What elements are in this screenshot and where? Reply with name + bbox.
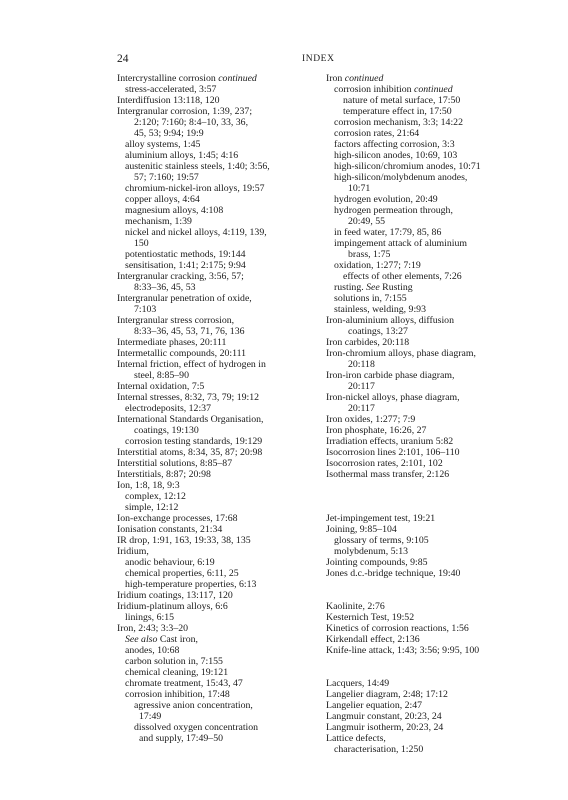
index-entry: Intermetallic compounds, 20:111 [117,348,247,359]
index-entry: Intercrystalline corrosion continued [117,73,257,84]
index-entry: Lacquers, 14:49 [326,678,390,689]
page-number: 24 [117,53,129,65]
index-subentry: alloy systems, 1:45 [125,139,201,150]
index-entry: Iron continued [326,73,384,84]
index-entry: Intergranular corrosion, 1:39, 237; [117,106,253,117]
index-entry: Iridium, [117,546,149,557]
index-subentry: 57; 7:160; 19:57 [134,172,199,183]
index-column-right [326,73,532,755]
index-subentry: electrodeposits, 12:37 [125,403,211,414]
index-subentry: 8:33–36, 45, 53 [134,282,196,293]
index-entry: Iron-iron carbide phase diagram, [326,370,455,381]
index-entry: IR drop, 1:91, 163, 19:33, 38, 135 [117,535,251,546]
section-gap [326,579,532,590]
index-entry: Iron-nickel alloys, phase diagram, [326,392,460,403]
index-subentry: complex, 12:12 [125,491,186,502]
index-column-left [117,73,315,744]
index-subentry: coatings, 19:130 [134,425,199,436]
index-subentry: corrosion inhibition, 17:48 [125,689,230,700]
index-subentry: anodic behaviour, 6:19 [125,557,215,568]
index-entry: Jointing compounds, 9:85 [326,557,428,568]
index-subentry: stress-accelerated, 3:57 [125,84,217,95]
index-entry: Langelier equation, 2:47 [326,700,423,711]
index-entry: Iron oxides, 1:277; 7:9 [326,414,416,425]
index-entry: Kesternich Test, 19:52 [326,612,415,623]
index-entry: Langelier diagram, 2:48; 17:12 [326,689,448,700]
index-subentry: 20:117 [348,381,375,392]
index-subentry: 20:49, 55 [348,216,386,227]
index-subentry: 45, 53; 9:94; 19:9 [134,128,204,139]
section-gap [326,590,532,601]
index-entry: Interstitials, 8:87; 20:98 [117,469,211,480]
index-entry: Intergranular stress corrosion, [117,315,235,326]
index-entry: Jones d.c.-bridge technique, 19:40 [326,568,461,579]
index-subentry: chromium-nickel-iron alloys, 19:57 [125,183,265,194]
index-entry: Internal friction, effect of hydrogen in [117,359,266,370]
index-entry: Irradiation effects, uranium 5:82 [326,436,454,447]
index-subentry: 17:49 [139,711,162,722]
index-subentry: and supply, 17:49–50 [139,733,223,744]
index-subentry: chromate treatment, 15:43, 47 [125,678,243,689]
page-header [0,53,568,67]
index-entry: Kirkendall effect, 2:136 [326,634,420,645]
section-gap [326,502,532,513]
index-subentry: corrosion rates, 21:64 [334,128,420,139]
index-entry: Iridium-platinum alloys, 6:6 [117,601,228,612]
index-entry: Langmuir constant, 20:23, 24 [326,711,442,722]
index-entry: Jet-impingement test, 19:21 [326,513,436,524]
index-subentry: hydrogen permeation through, [334,205,453,216]
index-entry: Langmuir isotherm, 20:23, 24 [326,722,444,733]
index-entry: Ion, 1:8, 18, 9:3 [117,480,180,491]
index-entry: Iron-chromium alloys, phase diagram, [326,348,476,359]
section-gap [326,480,532,491]
index-subentry: mechanism, 1:39 [125,216,192,227]
index-subentry: temperature effect in, 17:50 [343,106,452,117]
index-entry: International Standards Organisation, [117,414,264,425]
index-entry: Isothermal mass transfer, 2:126 [326,469,450,480]
index-subentry: in feed water, 17:79, 85, 86 [334,227,442,238]
index-entry: Iridium coatings, 13:117, 120 [117,590,233,601]
index-subentry: austenitic stainless steels, 1:40; 3:56, [125,161,270,172]
index-subentry: molybdenum, 5:13 [334,546,409,557]
index-entry: Ion-exchange processes, 17:68 [117,513,238,524]
index-subentry: nickel and nickel alloys, 4:119, 139, [125,227,267,238]
index-entry: Intergranular cracking, 3:56, 57; [117,271,244,282]
index-entry: Isocorrosion lines 2:101, 106–110 [326,447,460,458]
index-subentry: copper alloys, 4:64 [125,194,200,205]
index-subentry: solutions in, 7:155 [334,293,407,304]
index-entry: Interstitial atoms, 8:34, 35, 87; 20:98 [117,447,263,458]
index-subentry: 8:33–36, 45, 53, 71, 76, 136 [134,326,245,337]
index-entry: Iron, 2:43; 3:3–20 [117,623,189,634]
index-entry: Internal oxidation, 7:5 [117,381,205,392]
index-subentry: oxidation, 1:277; 7:19 [334,260,421,271]
section-gap [326,656,532,667]
index-entry: Kinetics of corrosion reactions, 1:56 [326,623,469,634]
index-subentry: 20:117 [348,403,375,414]
index-subentry: corrosion inhibition continued [334,84,453,95]
index-entry: Ionisation constants, 21:34 [117,524,223,535]
running-title: INDEX [302,54,335,64]
section-gap [326,491,532,502]
index-entry: Intergranular penetration of oxide, [117,293,252,304]
index-subentry: coatings, 13:27 [348,326,408,337]
index-subentry: stainless, welding, 9:93 [334,304,426,315]
index-entry: Interdiffusion 13:118, 120 [117,95,220,106]
index-entry: Iron carbides, 20:118 [326,337,410,348]
index-subentry: potentiostatic methods, 19:144 [125,249,246,260]
index-subentry: 150 [134,238,149,249]
section-gap [326,667,532,678]
index-subentry: linings, 6:15 [125,612,174,623]
index-entry: Internal stresses, 8:32, 73, 79; 19:12 [117,392,260,403]
index-subentry: corrosion testing standards, 19:129 [125,436,263,447]
index-entry: Iron-aluminium alloys, diffusion [326,315,454,326]
index-entry: Kaolinite, 2:76 [326,601,385,612]
index-subentry: aluminium alloys, 1:45; 4:16 [125,150,239,161]
index-subentry: simple, 12:12 [125,502,179,513]
index-subentry: impingement attack of aluminium [334,238,468,249]
index-subentry: rusting. See Rusting [334,282,413,293]
index-subentry: high-temperature properties, 6:13 [125,579,257,590]
index-subentry: anodes, 10:68 [125,645,180,656]
index-entry: Isocorrosion rates, 2:101, 102 [326,458,443,469]
index-subentry: carbon solution in, 7:155 [125,656,223,667]
index-subentry: 7:103 [134,304,157,315]
index-subentry: See also Cast iron, [125,634,198,645]
index-subentry: agressive anion concentration, [134,700,253,711]
index-subentry: high-silicon/molybdenum anodes, [334,172,468,183]
index-subentry: magnesium alloys, 4:108 [125,205,224,216]
index-subentry: steel, 8:85–90 [134,370,189,381]
index-entry: Interstitial solutions, 8:85–87 [117,458,233,469]
index-subentry: 2:120; 7:160; 8:4–10, 33, 36, [134,117,249,128]
index-subentry: brass, 1:75 [348,249,391,260]
index-subentry: hydrogen evolution, 20:49 [334,194,438,205]
index-entry: Intermediate phases, 20:111 [117,337,227,348]
index-subentry: high-silicon anodes, 10:69, 103 [334,150,458,161]
index-entry: Knife-line attack, 1:43; 3:56; 9:95, 100 [326,645,480,656]
index-entry: Lattice defects, [326,733,386,744]
index-entry: Joining, 9:85–104 [326,524,397,535]
index-subentry: sensitisation, 1:41; 2:175; 9:94 [125,260,246,271]
index-subentry: effects of other elements, 7:26 [343,271,462,282]
index-subentry: glossary of terms, 9:105 [334,535,429,546]
index-subentry: chemical cleaning, 19:121 [125,667,229,678]
index-subentry: nature of metal surface, 17:50 [343,95,461,106]
index-subentry: high-silicon/chromium anodes, 10:71 [334,161,481,172]
index-subentry: characterisation, 1:250 [334,744,424,755]
index-subentry: factors affecting corrosion, 3:3 [334,139,455,150]
index-subentry: 10:71 [348,183,371,194]
index-subentry: corrosion mechanism, 3:3; 14:22 [334,117,463,128]
index-subentry: dissolved oxygen concentration [134,722,259,733]
index-subentry: 20:118 [348,359,375,370]
index-entry: Iron phosphate, 16:26, 27 [326,425,427,436]
index-subentry: chemical properties, 6:11, 25 [125,568,239,579]
